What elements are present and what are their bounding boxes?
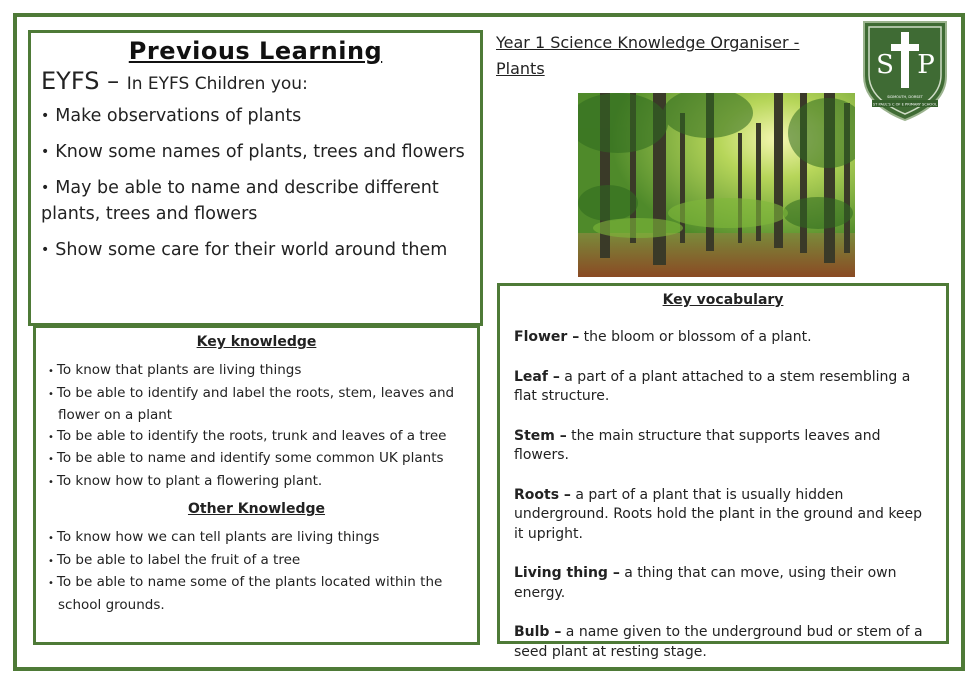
vocab-definition: a part of a plant that is usually hidden underground. Roots hold the plant in the ground and keep it upright. — [514, 486, 923, 542]
svg-text:S: S — [876, 50, 894, 80]
vocab-item — [514, 328, 932, 348]
list-item: • To be able to name some of the plants located within the school grounds. — [48, 574, 443, 613]
list-item: • May be able to name and describe different plants, trees and flowers — [41, 178, 439, 224]
list-item: • Make observations of plants — [41, 106, 302, 126]
vocab-item — [514, 368, 932, 407]
vocab-term: Bulb – — [514, 624, 562, 640]
vocab-term: Leaf – — [514, 368, 560, 385]
vocab-item — [514, 427, 932, 466]
vocab-definition: the main structure that supports leaves and flowers. — [514, 427, 881, 463]
previous-learning-panel — [28, 30, 483, 326]
key-knowledge-panel — [33, 325, 480, 645]
vocab-item — [514, 623, 932, 662]
vocab-definition: the bloom or blossom of a plant. — [579, 329, 812, 345]
list-item: • To be able to name and identify some common UK plants — [48, 450, 444, 466]
school-shield-icon — [858, 18, 952, 124]
vocab-definition: a thing that can move, using their own energy. — [514, 565, 897, 601]
document-title-line1: Year 1 Science Knowledge Organiser - — [496, 33, 800, 52]
school-logo — [858, 18, 952, 124]
list-item: • To know how we can tell plants are living things — [48, 529, 380, 545]
vocab-definition: a part of a plant attached to a stem resembling a flat structure. — [514, 368, 911, 404]
document-title — [496, 30, 836, 82]
key-vocabulary-panel — [497, 283, 949, 660]
eyfs-intro: In EYFS Children you: — [126, 74, 308, 94]
vocab-term: Living thing – — [514, 565, 620, 581]
forest-image — [578, 93, 855, 277]
key-vocabulary-title: Key vocabulary — [662, 292, 784, 308]
vocab-term: Flower – — [514, 329, 580, 345]
eyfs-heading — [41, 67, 470, 95]
list-item: • To be able to identify and label the roots, stem, leaves and flower on a plant — [48, 384, 455, 423]
other-knowledge-list — [48, 527, 465, 615]
vocab-item — [514, 486, 932, 545]
list-item: • To know that plants are living things — [48, 362, 302, 378]
vocab-term: Roots – — [514, 486, 571, 503]
eyfs-dash: – — [99, 67, 127, 95]
eyfs-label: EYFS — [41, 67, 100, 95]
list-item: • To know how to plant a flowering plant. — [48, 472, 323, 489]
document-title-line2: Plants — [496, 59, 545, 78]
list-item: • Know some names of plants, trees and flowers — [41, 142, 465, 162]
vocab-term: Stem – — [514, 427, 567, 444]
svg-text:ST PAUL'S C OF E PRIMARY SCHOO: ST PAUL'S C OF E PRIMARY SCHOOL — [872, 102, 938, 107]
previous-learning-title: Previous Learning — [128, 37, 383, 65]
svg-text:P: P — [917, 50, 935, 80]
key-knowledge-title: Key knowledge — [196, 334, 317, 350]
list-item: • To be able to label the fruit of a tree — [48, 551, 301, 568]
forest-photo — [578, 93, 855, 277]
previous-learning-list — [41, 103, 470, 263]
vocab-definition: a name given to the underground bud or stem of a seed plant at resting stage. — [514, 624, 923, 660]
vocab-item — [514, 564, 932, 603]
svg-text:SIDMOUTH, DORSET: SIDMOUTH, DORSET — [887, 95, 923, 99]
key-knowledge-list — [48, 360, 465, 493]
other-knowledge-title: Other Knowledge — [187, 501, 326, 517]
list-item: • Show some care for their world around them — [41, 240, 448, 260]
list-item: • To be able to identify the roots, trunk and leaves of a tree — [48, 427, 447, 444]
